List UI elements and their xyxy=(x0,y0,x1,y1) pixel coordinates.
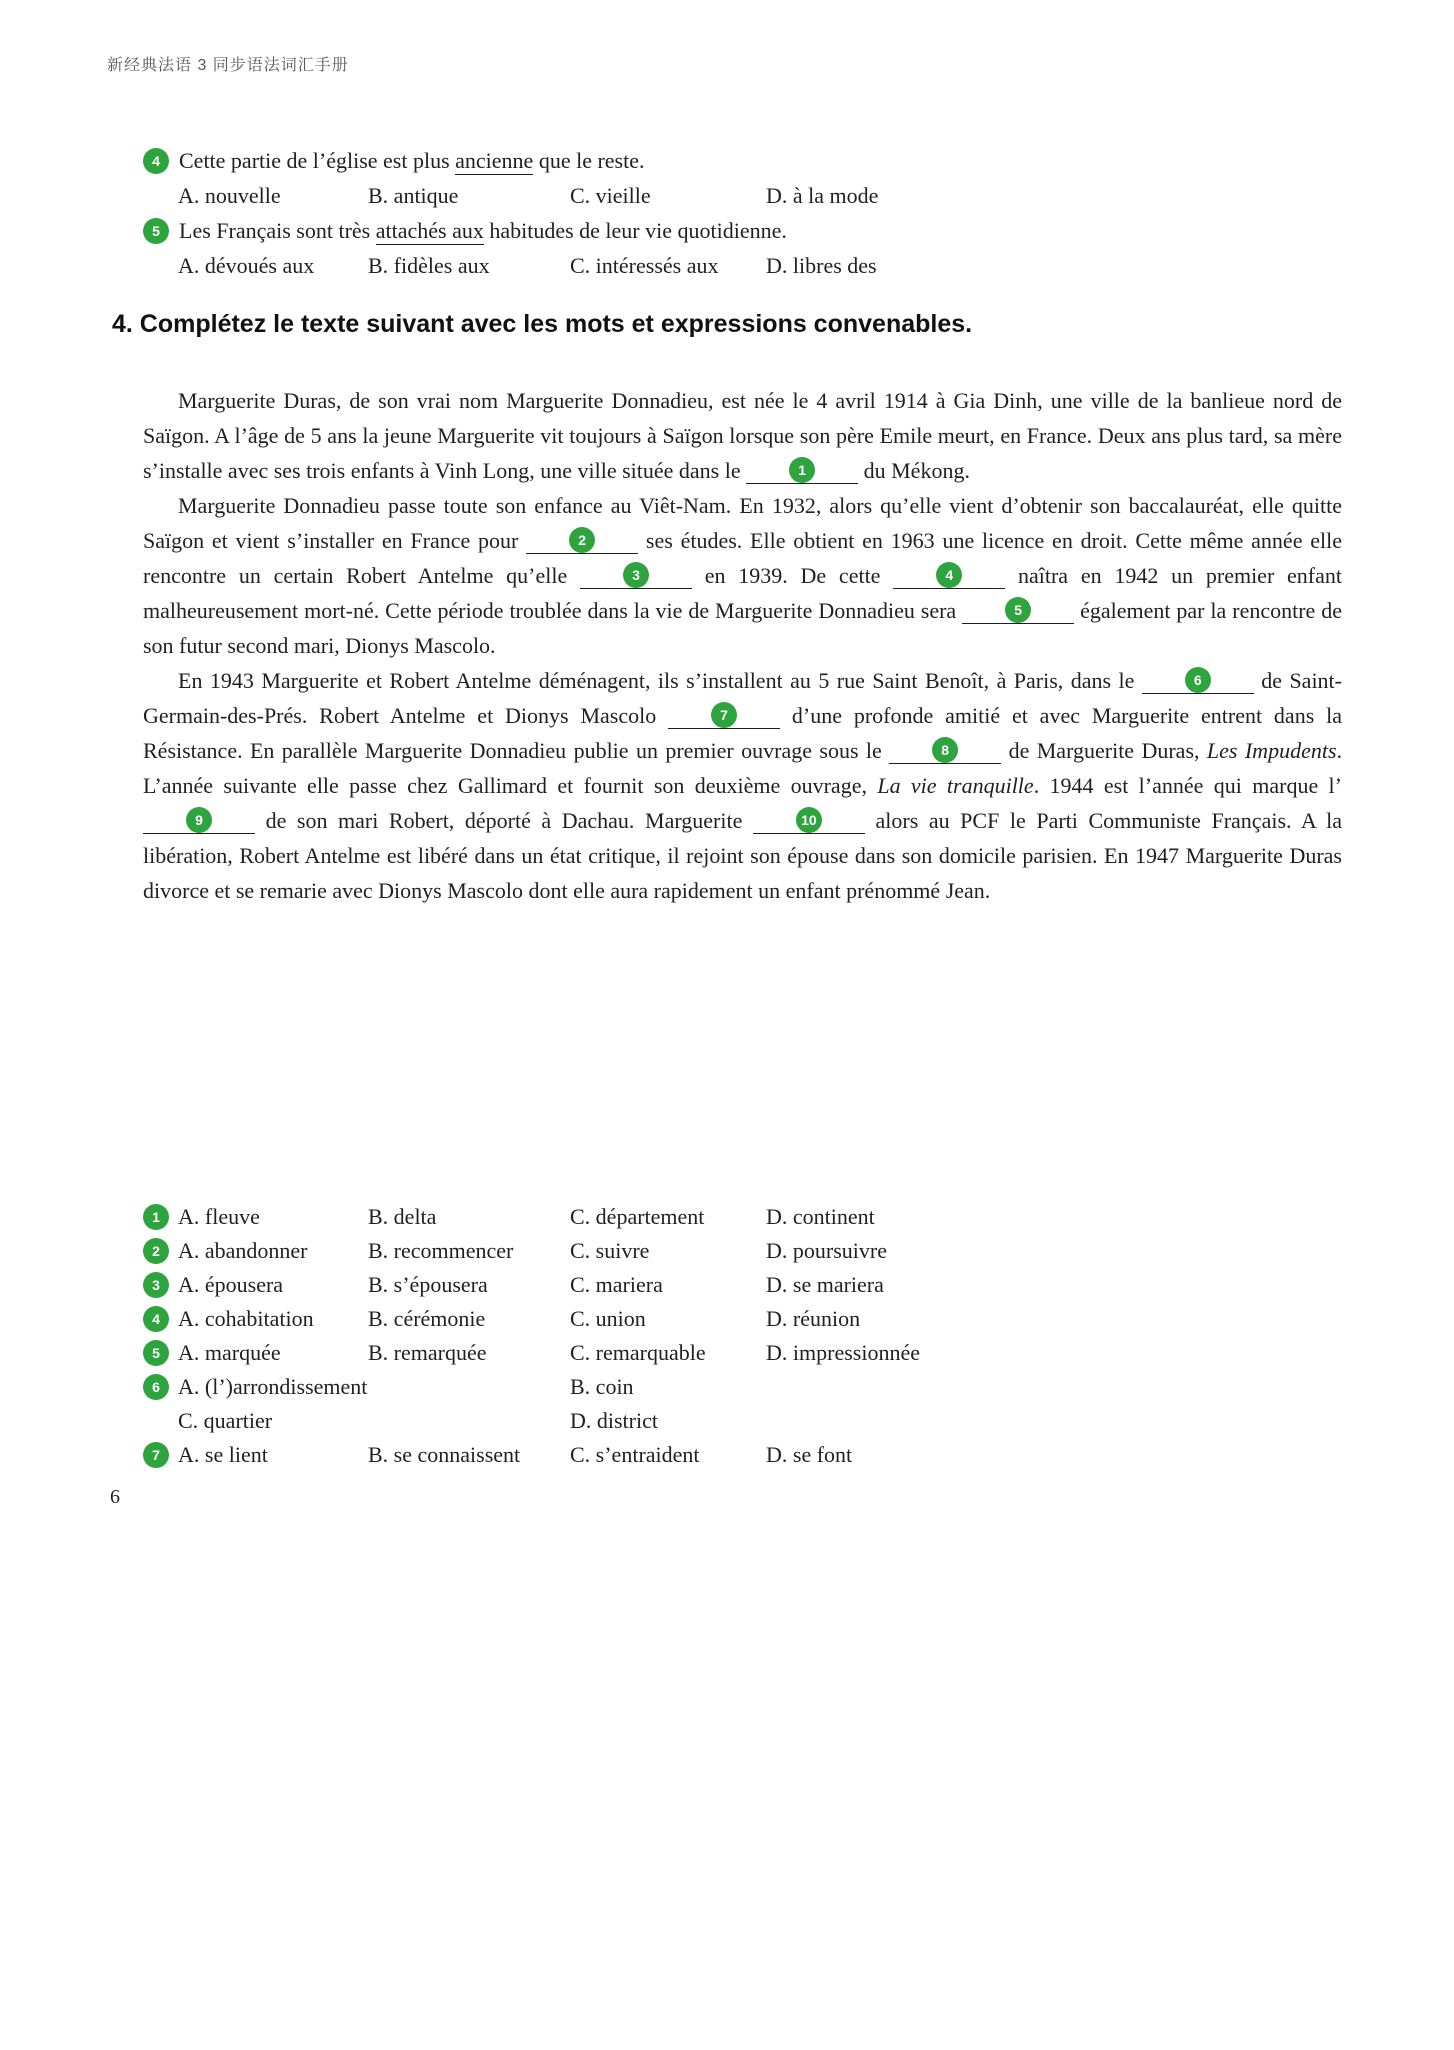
fill-blank-4 xyxy=(893,561,1005,589)
fill-blank-5 xyxy=(962,596,1074,624)
answer-option-cell: D. poursuivre xyxy=(766,1238,887,1263)
answers-list xyxy=(143,1200,1342,1472)
mcq-item-4 xyxy=(143,142,1343,180)
fill-blank-3 xyxy=(580,561,692,589)
mcq-options-row xyxy=(143,180,1343,212)
fill-blank-6 xyxy=(1142,666,1254,694)
answer-number-badge: 5 xyxy=(143,1340,169,1366)
answer-row xyxy=(143,1234,1342,1268)
answer-row xyxy=(143,1200,1342,1234)
answer-option-cell: C. union xyxy=(570,1306,646,1331)
blank-number-badge: 10 xyxy=(796,807,822,833)
blank-number-badge: 6 xyxy=(1185,667,1211,693)
option-cell: C. vieille xyxy=(570,183,651,208)
blank-number-badge: 4 xyxy=(936,562,962,588)
mcq-sentence: Les Français sont très attachés aux habitudes de leur vie quotidienne. xyxy=(179,218,787,243)
mcq-block xyxy=(143,142,1343,282)
option-cell: A. nouvelle xyxy=(178,183,281,208)
option-cell: D. libres des xyxy=(766,253,877,278)
book-title-italic: Les Impudents xyxy=(1206,738,1337,763)
answer-number-badge: 3 xyxy=(143,1272,169,1298)
blank-number-badge: 7 xyxy=(711,702,737,728)
blank-number-badge: 2 xyxy=(569,527,595,553)
blank-number-badge: 8 xyxy=(932,737,958,763)
answer-option-cell: A. (l’)arrondissement xyxy=(178,1374,368,1399)
fill-blank-9 xyxy=(143,806,255,834)
underlined-phrase: ancienne xyxy=(455,148,534,173)
answer-option-cell: D. se mariera xyxy=(766,1272,884,1297)
answer-option-cell: B. remarquée xyxy=(368,1340,487,1365)
answer-option-cell: B. s’épousera xyxy=(368,1272,488,1297)
answer-option-cell: C. quartier xyxy=(178,1408,273,1433)
answer-option-cell: D. continent xyxy=(766,1204,875,1229)
item-number-badge: 4 xyxy=(143,148,169,174)
passage-paragraph: Marguerite Duras, de son vrai nom Marguerite Donnadieu, est née le 4 avril 1914 à Gia Dinh, une ville de la banlieue nord de Saïgon. A l’âge de 5 ans la jeune Marguerite vit toujours à Saïgon lorsque son père Emile meurt, en France. Deux ans plus tard, sa mère s’installe avec ses trois enfants à Vinh Long, une ville située dans le 1 du Mékong. xyxy=(143,388,1342,483)
underlined-phrase: attachés aux xyxy=(375,218,484,243)
blank-number-badge: 9 xyxy=(186,807,212,833)
blank-number-badge: 5 xyxy=(1005,597,1031,623)
answer-number-badge: 1 xyxy=(143,1204,169,1230)
blank-number-badge: 1 xyxy=(789,457,815,483)
answer-option-cell: C. suivre xyxy=(570,1238,650,1263)
answer-row xyxy=(143,1404,1342,1438)
answer-option-cell: C. s’entraident xyxy=(570,1442,700,1467)
answer-option-cell: A. épousera xyxy=(178,1272,284,1297)
answer-row xyxy=(143,1268,1342,1302)
fill-blank-1 xyxy=(746,456,858,484)
book-title-italic: La vie tranquille xyxy=(877,773,1034,798)
answer-option-cell: A. marquée xyxy=(178,1340,281,1365)
answer-option-cell: C. remarquable xyxy=(570,1340,706,1365)
option-cell: B. fidèles aux xyxy=(368,253,490,278)
answer-option-cell: D. impressionnée xyxy=(766,1340,920,1365)
answer-option-cell: B. recommencer xyxy=(368,1238,514,1263)
fill-blank-8 xyxy=(889,736,1001,764)
answer-option-cell: D. district xyxy=(570,1408,658,1433)
answer-option-cell: D. réunion xyxy=(766,1306,861,1331)
answer-option-cell: A. fleuve xyxy=(178,1204,260,1229)
option-cell: B. antique xyxy=(368,183,459,208)
answer-option-cell: B. cérémonie xyxy=(368,1306,486,1331)
answer-option-cell: B. coin xyxy=(570,1374,634,1399)
page-number: 6 xyxy=(110,1486,120,1508)
answer-option-cell: A. se lient xyxy=(178,1442,268,1467)
answer-number-badge: 6 xyxy=(143,1374,169,1400)
answer-option-cell: D. se font xyxy=(766,1442,853,1467)
answer-number-badge: 2 xyxy=(143,1238,169,1264)
mcq-sentence: Cette partie de l’église est plus ancienne que le reste. xyxy=(179,148,645,173)
running-header: 新经典法语 3 同步语法词汇手册 xyxy=(107,57,349,74)
answer-option-cell: A. cohabitation xyxy=(178,1306,314,1331)
option-cell: C. intéressés aux xyxy=(570,253,719,278)
option-cell: D. à la mode xyxy=(766,183,879,208)
section-title: 4. Complétez le texte suivant avec les mots et expressions convenables. xyxy=(112,310,973,338)
passage-paragraph: Marguerite Donnadieu passe toute son enfance au Viêt-Nam. En 1932, alors qu’elle vient d’obtenir son baccalauréat, elle quitte Saïgon et vient s’installer en France pour 2 ses études. Elle obtient en 1963 une licence en droit. Cette même année elle rencontre un certain Robert Antelme qu’elle 3 en 1939. De cette 4 naîtra en 1942 un premier enfant malheureusement mort-né. Cette période troublée dans la vie de Marguerite Donnadieu sera 5 également par la rencontre de son futur second mari, Dionys Mascolo. xyxy=(143,493,1343,658)
mcq-item-5 xyxy=(143,212,1343,250)
item-number-badge: 5 xyxy=(143,218,169,244)
blank-number-badge: 3 xyxy=(623,562,649,588)
option-cell: A. dévoués aux xyxy=(178,253,315,278)
answer-row xyxy=(143,1302,1342,1336)
answer-option-cell: C. département xyxy=(570,1204,705,1229)
answer-option-cell: C. mariera xyxy=(570,1272,663,1297)
mcq-options-row xyxy=(143,250,1343,282)
answer-number-badge: 7 xyxy=(143,1442,169,1468)
answer-option-cell: B. se connaissent xyxy=(368,1442,521,1467)
answer-row xyxy=(143,1370,1342,1404)
answer-number-badge: 4 xyxy=(143,1306,169,1332)
answer-option-cell: A. abandonner xyxy=(178,1238,308,1263)
answer-row xyxy=(143,1336,1342,1370)
answer-option-cell: B. delta xyxy=(368,1204,437,1229)
fill-blank-10 xyxy=(753,806,865,834)
passage-paragraph: En 1943 Marguerite et Robert Antelme déménagent, ils s’installent au 5 rue Saint Benoît, à Paris, dans le 6 de Saint-Germain-des-Prés. Robert Antelme et Dionys Mascolo 7 d’une profonde amitié et avec Marguerite entrent dans la Résistance. En parallèle Marguerite Donnadieu publie un premier ouvrage sous le 8 de Marguerite Duras, Les Impudents. L’année suivante elle passe chez Gallimard et fournit son deuxième ouvrage, La vie tranquille. 1944 est l’année qui marque l’ 9 de son mari Robert, déporté à Dachau. Marguerite 10 alors au PCF le Parti Communiste Français. A la libération, Robert Antelme est libéré dans un état critique, il rejoint son épouse dans son domicile parisien. En 1947 Marguerite Duras divorce et se remarie avec Dionys Mascolo dont elle aura rapidement un enfant prénommé Jean. xyxy=(143,668,1343,903)
answer-row xyxy=(143,1438,1342,1472)
fill-blank-2 xyxy=(526,526,638,554)
fill-blank-7 xyxy=(668,701,780,729)
passage xyxy=(143,383,1342,908)
